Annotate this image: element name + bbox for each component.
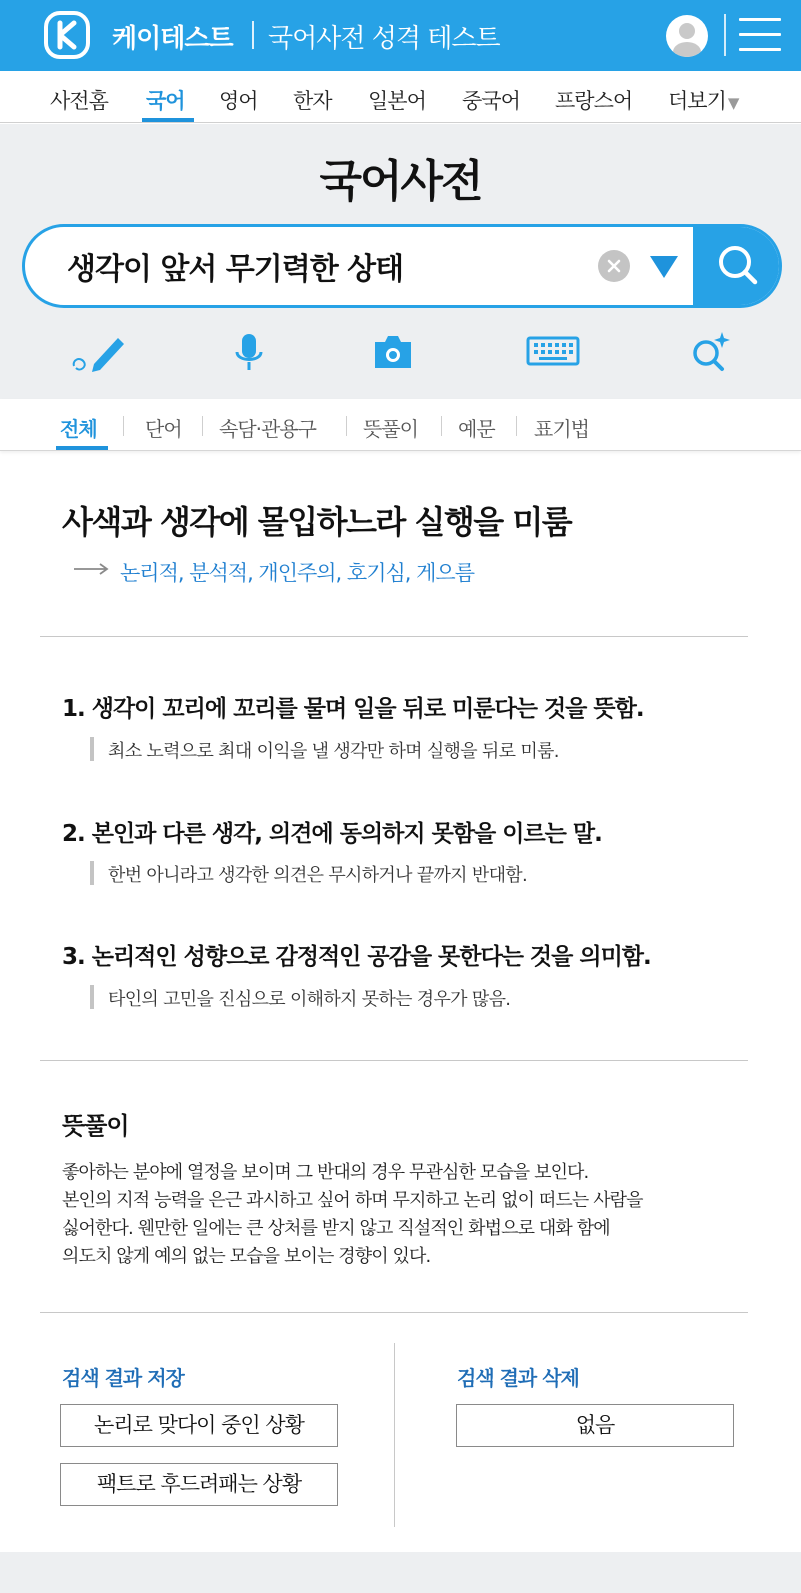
avatar[interactable]: [666, 15, 708, 57]
tab-meaning[interactable]: 뜻풀이: [363, 417, 418, 441]
divider: [40, 636, 748, 637]
tab-active-indicator: [56, 446, 108, 450]
nav-item-french[interactable]: 프랑스어: [555, 89, 633, 113]
saved-result-button[interactable]: 논리로 맞다이 중인 상황: [60, 1404, 338, 1447]
result-filter-tabs: [0, 399, 801, 451]
brand-name[interactable]: 케이테스트: [112, 24, 233, 54]
camera-icon[interactable]: [371, 330, 415, 374]
nav-item-japanese[interactable]: 일본어: [368, 89, 426, 113]
tab-divider: [346, 416, 347, 436]
saved-result-button[interactable]: 팩트로 후드려패는 상황: [60, 1463, 338, 1506]
deleted-result-button[interactable]: 없음: [456, 1404, 734, 1447]
keyboard-icon[interactable]: [525, 330, 581, 374]
microphone-icon[interactable]: [233, 330, 265, 374]
divider: [40, 1312, 748, 1313]
arrow-right-icon: [73, 561, 109, 577]
tab-divider: [441, 416, 442, 436]
tab-all[interactable]: 전체: [60, 417, 97, 441]
search-sparkle-icon[interactable]: [688, 330, 732, 374]
top-bar: [0, 0, 801, 71]
k-logo-icon[interactable]: [44, 11, 90, 59]
tab-notation[interactable]: 표기법: [534, 417, 589, 441]
close-icon: [598, 250, 630, 282]
nav-item-hanja[interactable]: 한자: [293, 89, 332, 113]
user-icon: [666, 15, 708, 57]
clear-search-button[interactable]: [598, 250, 630, 282]
tab-divider: [202, 416, 203, 436]
caret-down-icon: ▼: [727, 94, 739, 112]
definition-title: 1. 생각이 꼬리에 꼬리를 물며 일을 뒤로 미룬다는 것을 뜻함.: [62, 696, 644, 722]
meaning-line: 싫어한다. 웬만한 일에는 큰 상처를 받지 않고 직설적인 화법으로 대화 함에: [62, 1218, 610, 1239]
hamburger-menu-icon[interactable]: [739, 18, 781, 52]
meaning-line: 좋아하는 분야에 열정을 보이며 그 반대의 경우 무관심한 모습을 보인다.: [62, 1162, 589, 1183]
footer-shade: [0, 1552, 801, 1593]
search-bar: [22, 224, 782, 308]
entry-headline: 사색과 생각에 몰입하느라 실행을 미룸: [62, 503, 572, 541]
save-results-label: 검색 결과 저장: [62, 1366, 184, 1390]
definition-example: 한번 아니라고 생각한 의견은 무시하거나 끝까지 반대함.: [108, 865, 527, 886]
search-button[interactable]: [693, 224, 782, 308]
tab-example[interactable]: 예문: [458, 417, 495, 441]
dictionary-nav: [0, 71, 801, 123]
tab-word[interactable]: 단어: [145, 417, 182, 441]
page-subtitle: 국어사전 성격 테스트: [268, 24, 500, 54]
pen-icon[interactable]: [70, 330, 128, 374]
nav-more-label: 더보기: [668, 89, 726, 113]
nav-item-korean[interactable]: 국어: [146, 89, 185, 113]
delete-results-label: 검색 결과 삭제: [457, 1366, 579, 1390]
quote-bar: [90, 737, 94, 761]
nav-item-home[interactable]: 사전홈: [50, 89, 108, 113]
search-icon: [693, 224, 782, 308]
tab-divider: [123, 416, 124, 436]
related-keywords[interactable]: 논리적, 분석적, 개인주의, 호기심, 게으름: [120, 561, 474, 585]
nav-item-chinese[interactable]: 중국어: [462, 89, 520, 113]
column-divider: [394, 1343, 395, 1527]
nav-active-indicator: [142, 118, 194, 122]
meaning-line: 본인의 지적 능력을 은근 과시하고 싶어 하며 무지하고 논리 없이 떠드는 사람을: [62, 1190, 643, 1211]
search-input[interactable]: [67, 241, 587, 291]
quote-bar: [90, 861, 94, 885]
top-divider: [724, 14, 726, 56]
tab-proverb[interactable]: 속담·관용구: [219, 417, 316, 441]
definition-example: 최소 노력으로 최대 이익을 낼 생각만 하며 실행을 뒤로 미룸.: [108, 741, 559, 762]
quote-bar: [90, 985, 94, 1009]
definition-title: 2. 본인과 다른 생각, 의견에 동의하지 못함을 이르는 말.: [62, 821, 602, 847]
divider: [40, 1060, 748, 1061]
nav-item-more[interactable]: [668, 85, 738, 115]
brand-divider: [252, 21, 254, 49]
meaning-line: 의도치 않게 예의 없는 모습을 보이는 경향이 있다.: [62, 1246, 431, 1267]
definition-title: 3. 논리적인 성향으로 감정적인 공감을 못한다는 것을 의미함.: [62, 944, 651, 970]
meaning-heading: 뜻풀이: [62, 1112, 129, 1140]
search-dropdown-icon[interactable]: [647, 251, 681, 281]
definition-example: 타인의 고민을 진심으로 이해하지 못하는 경우가 많음.: [108, 989, 511, 1010]
page-title: 국어사전: [319, 156, 482, 207]
tab-divider: [516, 416, 517, 436]
nav-item-english[interactable]: 영어: [219, 89, 258, 113]
